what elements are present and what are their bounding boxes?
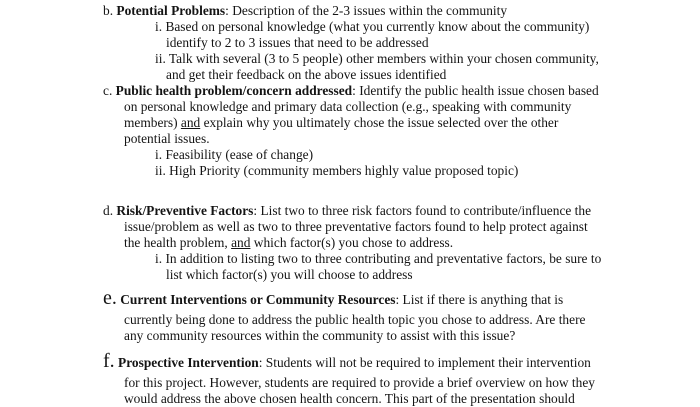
section-c-item-1-text: Feasibility (ease of change): [165, 147, 314, 162]
section-b-item-1-marker: i.: [155, 19, 163, 34]
section-b-item-2-marker: ii.: [155, 51, 166, 66]
section-c-marker: c.: [103, 83, 113, 98]
section-e-line-3: any community resources within the community to assist with this issue?: [124, 328, 516, 343]
section-d-line-3-end: which factor(s) you chose to address.: [250, 235, 454, 250]
section-c-item-1-marker: i.: [155, 147, 163, 162]
section-b-item-2-line-1: [155, 51, 599, 67]
section-b-title: Potential Problems: [116, 3, 226, 18]
section-e-description: : List if there is anything that is: [395, 292, 564, 307]
section-d-line-2: issue/problem as well as two to three preventative factors found to help protect against: [124, 219, 588, 234]
section-c-line-4: potential issues.: [124, 131, 210, 146]
section-c-underlined-and: and: [180, 115, 201, 130]
section-d-item-1-line-1: [155, 251, 601, 267]
section-d-line-3: [124, 235, 453, 251]
section-c-line-3: [124, 115, 558, 131]
section-f-line-2: for this project. However, students are required to provide a brief overview on how they: [124, 375, 595, 390]
section-f-description: : Students will not be required to implement their intervention: [258, 355, 591, 370]
section-b-item-1-line-1: [155, 19, 589, 35]
section-f-marker: f.: [103, 350, 115, 372]
section-c-item-2-marker: ii.: [155, 163, 166, 178]
section-b-line-1: [103, 3, 507, 19]
section-c-description: : Identify the public health issue chosen based: [352, 83, 599, 98]
section-d-line-3-start: the health problem,: [124, 235, 232, 250]
section-b-item-1-text-1: Based on personal knowledge (what you currently know about the community): [165, 19, 590, 34]
section-c-item-2-text: High Priority (community members highly value proposed topic): [169, 163, 519, 178]
section-f-line-1: [103, 350, 591, 372]
section-e-marker: e.: [103, 287, 117, 309]
section-b-description: : Description of the 2-3 issues within the community: [225, 3, 508, 18]
section-d-underlined-and: and: [231, 235, 251, 250]
section-c-line-3-start: members): [124, 115, 181, 130]
section-e-line-1: [103, 287, 564, 309]
section-d-title: Risk/Preventive Factors: [116, 203, 254, 218]
section-c-title: Public health problem/concern addressed: [115, 83, 353, 98]
section-f-line-3: would address the above chosen health concern. This part of the presentation should: [124, 391, 575, 406]
section-b-marker: b.: [103, 3, 114, 18]
section-c-line-3-end: explain why you ultimately chose the issue selected over the other: [200, 115, 559, 130]
section-b-item-2-text-1: Talk with several (3 to 5 people) other members within your chosen community,: [168, 51, 599, 66]
section-e-title: Current Interventions or Community Resources: [120, 292, 396, 307]
section-d-marker: d.: [103, 203, 114, 218]
section-c-line-2: on personal knowledge and primary data collection (e.g., speaking with community: [124, 99, 572, 114]
section-f-title: Prospective Intervention: [118, 355, 259, 370]
section-e-line-2: currently being done to address the public health topic you chose to address. Are there: [124, 312, 586, 327]
section-d-line-1: [103, 203, 591, 219]
section-c-line-1: [103, 83, 599, 99]
section-c-item-2: [155, 163, 518, 179]
section-d-description: : List two to three risk factors found to contribute/influence the: [253, 203, 592, 218]
section-c-item-1: [155, 147, 313, 163]
section-d-item-1-text-2: list which factor(s) you will choose to address: [166, 267, 413, 282]
section-d-item-1-text-1: In addition to listing two to three contributing and preventative factors, be sure to: [165, 251, 602, 266]
section-b-item-1-text-2: identify to 2 to 3 issues that need to be addressed: [166, 35, 429, 50]
section-d-item-1-marker: i.: [155, 251, 163, 266]
section-b-item-2-text-2: and get their feedback on the above issues identified: [166, 67, 447, 82]
